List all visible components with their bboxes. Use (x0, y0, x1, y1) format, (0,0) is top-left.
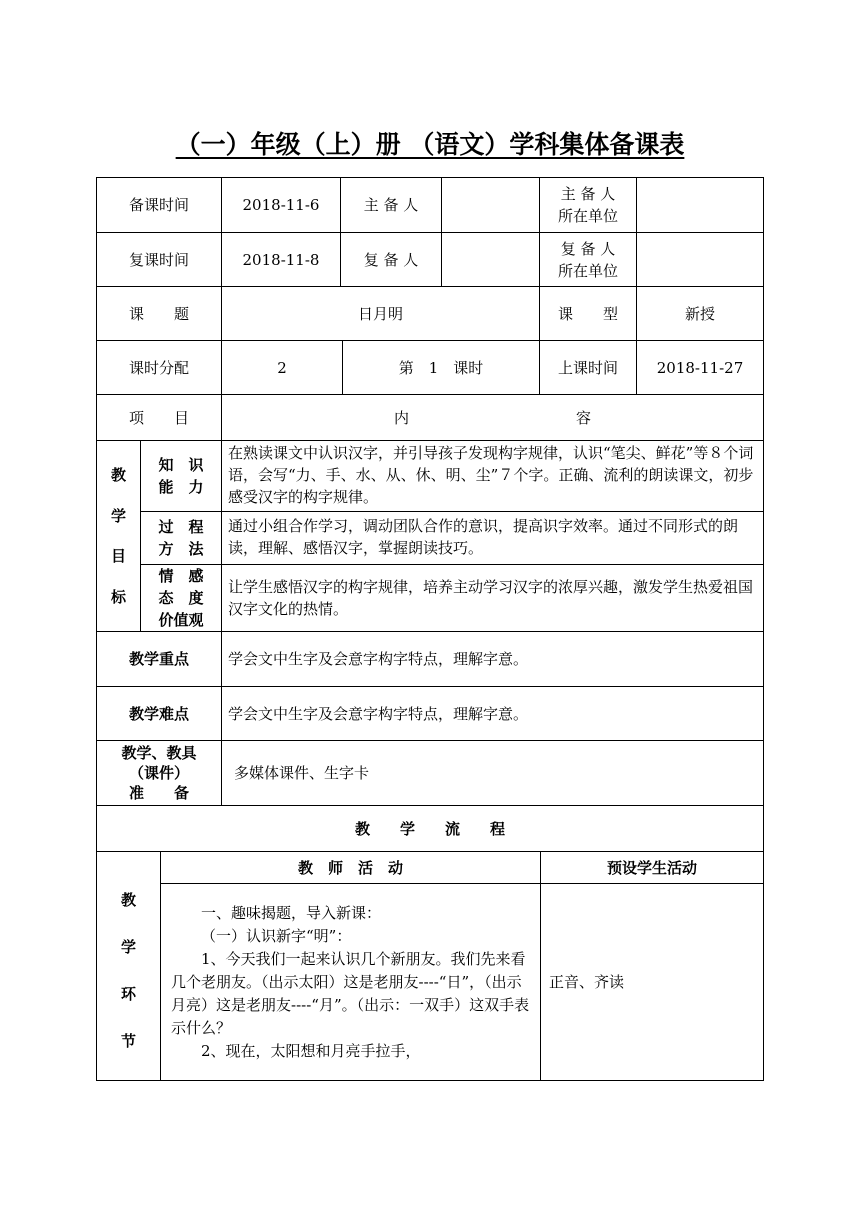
reviewer-label: 复 备 人 (340, 232, 442, 287)
review-unit-label (539, 232, 637, 287)
topic-value: 日月明 (221, 286, 540, 341)
process-method-text: 通过小组合作学习，调动团队合作的意识，提高识字效率。通过不同形式的朗读，理解、感悟汉字，掌握朗读技巧。 (221, 511, 764, 565)
teacher-activity-header: 教 师 活 动 (160, 851, 541, 884)
knowledge-text: 在熟读课文中认识汉字，并引导孩子发现构字规律，认识“笔尖、鲜花”等８个词语，会写“力、手、水、从、休、明、尘”７个字。正确、流利的朗读课文，初步感受汉字的构字规律。 (221, 440, 764, 512)
key-point-text: 学会文中生字及会意字构字特点，理解字意。 (221, 631, 764, 687)
process-header: 教 学 流 程 (96, 805, 764, 852)
prep-time-label: 备课时间 (96, 177, 222, 233)
review-time-value: 2018-11-8 (221, 232, 341, 287)
reviewer-value (441, 232, 540, 287)
steps-char-1: 教 (120, 890, 136, 909)
steps-char-2: 学 (120, 937, 136, 956)
page-title: （一）年级（上）册 （语文）学科集体备课表 (175, 130, 685, 159)
process-method-label-line2: 方 法 (158, 540, 204, 558)
difficulty-label: 教学难点 (96, 686, 222, 741)
main-unit-label-line1: 主 备 人 (560, 185, 616, 203)
teacher-line-3: 1、今天我们一起来认识几个新朋友。我们先来看几个老朋友。（出示太阳）这是老朋友----“日”，（出示月亮）这是老朋友----“月”。（出示：一双手）这双手表示什么？ (171, 950, 530, 1037)
emotion-label-line2: 态 度 (158, 589, 204, 607)
tools-label-line1: 教学、教具 (121, 744, 197, 762)
content-header (221, 394, 764, 441)
type-value: 新授 (636, 286, 764, 341)
knowledge-label-line2: 能 力 (158, 478, 204, 496)
difficulty-text: 学会文中生字及会意字构字特点，理解字意。 (221, 686, 764, 741)
main-preparer-value (441, 177, 540, 233)
emotion-label-line1: 情 感 (158, 567, 204, 585)
objectives-char-3: 目 (110, 547, 126, 566)
main-preparer-label: 主 备 人 (340, 177, 442, 233)
steps-char-3: 环 (120, 984, 136, 1003)
objectives-char-1: 教 (110, 466, 126, 485)
class-time-label: 上课时间 (539, 340, 637, 395)
emotion-label (140, 564, 222, 632)
content-header-b: 容 (575, 408, 591, 427)
review-time-label: 复课时间 (96, 232, 222, 287)
teacher-activity-content (160, 883, 541, 1081)
student-activity-header: 预设学生活动 (540, 851, 764, 884)
tools-label-line2: （课件） (128, 764, 189, 782)
knowledge-label-line1: 知 识 (158, 456, 204, 474)
topic-label: 课 题 (96, 286, 222, 341)
knowledge-label (140, 440, 222, 512)
hours-label: 课时分配 (96, 340, 222, 395)
objectives-group-label (96, 440, 141, 632)
review-unit-value (636, 232, 764, 287)
teacher-line-1: 一、趣味揭题，导入新课： (201, 904, 382, 922)
objectives-char-4: 标 (110, 587, 126, 606)
teacher-line-2: （一）认识新字“明”： (201, 927, 352, 945)
teacher-line-4: 2、现在，太阳想和月亮手拉手， (201, 1042, 421, 1060)
lesson-number: 第 1 课时 (342, 340, 540, 395)
type-label: 课 型 (539, 286, 637, 341)
tools-label-line3: 准 备 (128, 784, 189, 802)
content-header-a: 内 (394, 408, 410, 427)
process-method-label-line1: 过 程 (158, 518, 204, 536)
tools-label (96, 740, 222, 806)
class-time-value: 2018-11-27 (636, 340, 764, 395)
review-unit-label-line1: 复 备 人 (560, 239, 616, 258)
main-unit-value (636, 177, 764, 233)
prep-time-value: 2018-11-6 (221, 177, 341, 233)
main-unit-label (539, 177, 637, 233)
steps-char-4: 节 (120, 1031, 136, 1050)
emotion-text: 让学生感悟汉字的构字规律，培养主动学习汉字的浓厚兴趣，激发学生热爱祖国汉字文化的热情。 (221, 564, 764, 632)
main-unit-label-line2: 所在单位 (557, 207, 618, 225)
tools-text: 多媒体课件、生字卡 (221, 740, 764, 806)
objectives-char-2: 学 (110, 506, 126, 525)
steps-group-label (96, 851, 161, 1081)
emotion-label-line3: 价值观 (158, 611, 204, 629)
hours-value: 2 (221, 340, 343, 395)
student-activity-text: 正音、齐读 (540, 883, 764, 1081)
item-label: 项 目 (96, 394, 222, 441)
process-method-label (140, 511, 222, 565)
review-unit-label-line2: 所在单位 (557, 261, 618, 280)
key-point-label: 教学重点 (96, 631, 222, 687)
